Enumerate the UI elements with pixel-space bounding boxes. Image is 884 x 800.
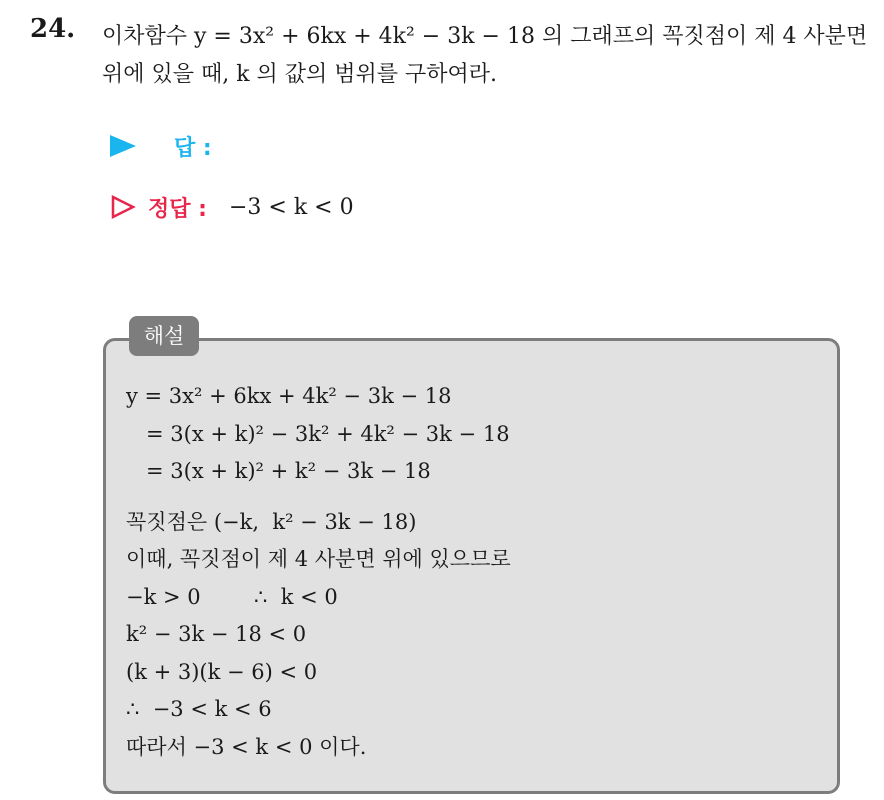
solution-line: 따라서 −3 < k < 0 이다.: [126, 734, 367, 759]
problem-text: 이차함수 y = 3x² + 6kx + 4k² − 3k − 18 의 그래프의 꼭짓점이 제 4 사분면 위에 있을 때, k 의 값의 범위를 구하여라.: [102, 24, 868, 87]
answer-row: [110, 128, 212, 164]
answer-label: 답 :: [174, 135, 212, 161]
solution-line: = 3(x + k)² − 3k² + 4k² − 3k − 18: [146, 421, 510, 446]
correct-answer-label: 정답 :: [148, 196, 207, 222]
solution-body: [126, 378, 826, 766]
solution-line: 꼭짓점은 (−k, k² − 3k − 18): [126, 509, 417, 534]
solution-line: ∴ −3 < k < 6: [126, 697, 272, 721]
problem-number: 24.: [30, 14, 76, 44]
correct-answer-row: [110, 189, 354, 225]
solution-tab: 해설: [129, 316, 199, 356]
solution-line: y = 3x² + 6kx + 4k² − 3k − 18: [126, 384, 452, 408]
solution-line: k² − 3k − 18 < 0: [126, 622, 307, 646]
play-triangle-icon: [110, 135, 136, 157]
correct-answer-value: −3 < k < 0: [228, 194, 354, 220]
solution-line: 이때, 꼭짓점이 제 4 사분면 위에 있으므로: [126, 547, 511, 571]
hollow-triangle-icon: [110, 194, 136, 220]
solution-line: −k > 0 ∴ k < 0: [126, 584, 338, 609]
solution-line: = 3(x + k)² + k² − 3k − 18: [146, 459, 431, 483]
solution-line: (k + 3)(k − 6) < 0: [126, 659, 318, 684]
